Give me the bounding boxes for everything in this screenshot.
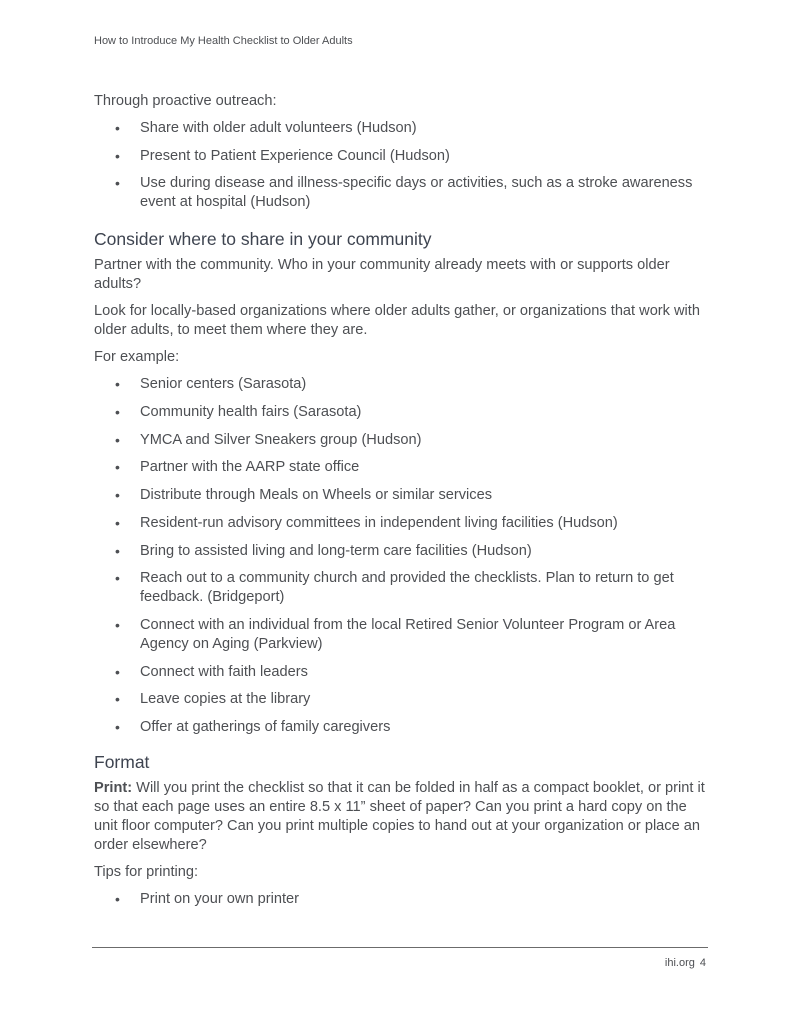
running-header: How to Introduce My Health Checklist to Older Adults bbox=[94, 35, 353, 47]
outreach-list bbox=[94, 119, 706, 212]
tips-intro: Tips for printing: bbox=[94, 863, 199, 880]
list-item bbox=[94, 514, 706, 533]
bullet-icon: • bbox=[115, 175, 120, 192]
bullet-icon: • bbox=[115, 718, 120, 735]
bullet-icon: • bbox=[115, 542, 120, 559]
format-heading: Format bbox=[94, 751, 150, 772]
printing-tips-list bbox=[94, 890, 706, 909]
list-item-text: Community health fairs (Sarasota) bbox=[140, 404, 362, 421]
list-item-text: Senior centers (Sarasota) bbox=[140, 376, 307, 393]
page-footer bbox=[665, 957, 706, 969]
list-item bbox=[94, 119, 706, 138]
list-item bbox=[94, 147, 706, 166]
list-item-text: Offer at gatherings of family caregivers bbox=[140, 718, 391, 735]
list-item bbox=[94, 718, 706, 737]
footer-divider bbox=[92, 947, 708, 948]
list-item-text: YMCA and Silver Sneakers group (Hudson) bbox=[140, 431, 422, 448]
list-item bbox=[94, 431, 706, 450]
print-paragraph bbox=[94, 779, 706, 855]
bullet-icon: • bbox=[115, 431, 120, 448]
list-item bbox=[94, 569, 706, 607]
list-item-text: Bring to assisted living and long-term care facilities (Hudson) bbox=[140, 542, 532, 559]
list-item-text: Resident-run advisory committees in independent living facilities (Hudson) bbox=[140, 514, 618, 531]
list-item bbox=[94, 403, 706, 422]
outreach-intro: Through proactive outreach: bbox=[94, 93, 277, 109]
list-item-text: Share with older adult volunteers (Hudson) bbox=[140, 120, 417, 136]
example-intro: For example: bbox=[94, 349, 180, 366]
list-item bbox=[94, 458, 706, 477]
list-item-text: Connect with faith leaders bbox=[140, 663, 308, 680]
list-item-text: Connect with an individual from the local Retired Senior Volunteer Program or Area Agency on Aging (Parkview) bbox=[140, 616, 676, 652]
list-item-text: Reach out to a community church and provided the checklists. Plan to return to get feedback. (Bridgeport) bbox=[140, 570, 674, 606]
list-item-text: Leave copies at the library bbox=[140, 691, 311, 708]
bullet-icon: • bbox=[115, 487, 120, 504]
list-item bbox=[94, 890, 706, 909]
list-item bbox=[94, 542, 706, 561]
list-item-text: Present to Patient Experience Council (Hudson) bbox=[140, 147, 450, 164]
bullet-icon: • bbox=[115, 890, 120, 907]
list-item-text: Partner with the AARP state office bbox=[140, 459, 360, 476]
bullet-icon: • bbox=[115, 376, 120, 393]
bullet-icon: • bbox=[115, 570, 120, 587]
list-item bbox=[94, 663, 706, 682]
list-item bbox=[94, 375, 706, 394]
bullet-icon: • bbox=[115, 616, 120, 633]
bullet-icon: • bbox=[115, 147, 120, 164]
bullet-icon: • bbox=[115, 120, 120, 136]
list-item-text: Print on your own printer bbox=[140, 890, 299, 907]
bullet-icon: • bbox=[115, 663, 120, 680]
list-item bbox=[94, 174, 706, 212]
community-paragraph-2: Look for locally-based organizations where older adults gather, or organizations that work with older adults, to meet them where they are. bbox=[94, 303, 700, 339]
list-item-text: Distribute through Meals on Wheels or similar services bbox=[140, 487, 492, 504]
page-number: 4 bbox=[699, 957, 706, 969]
list-item bbox=[94, 690, 706, 709]
bullet-icon: • bbox=[115, 459, 120, 476]
bullet-icon: • bbox=[115, 514, 120, 531]
page-content bbox=[94, 92, 706, 918]
footer-site: ihi.org bbox=[664, 957, 695, 969]
community-heading: Consider where to share in your community bbox=[94, 229, 432, 250]
print-text: Will you print the checklist so that it can be folded in half as a compact booklet, or print it so that each page uses an entire 8.5 x 11” sheet of paper? Can you print a hard copy on the unit floor computer? Can you print multiple copies to hand out at your organization or place an order elsewhere? bbox=[94, 779, 705, 853]
list-item-text: Use during disease and illness-specific days or activities, such as a stroke awareness event at hospital (Hudson) bbox=[140, 175, 693, 211]
bullet-icon: • bbox=[115, 404, 120, 421]
community-paragraph-1: Partner with the community. Who in your community already meets with or supports older adults? bbox=[94, 257, 670, 293]
community-examples-list bbox=[94, 375, 706, 737]
list-item bbox=[94, 486, 706, 505]
print-label: Print: bbox=[94, 779, 133, 796]
bullet-icon: • bbox=[115, 691, 120, 708]
list-item bbox=[94, 616, 706, 654]
